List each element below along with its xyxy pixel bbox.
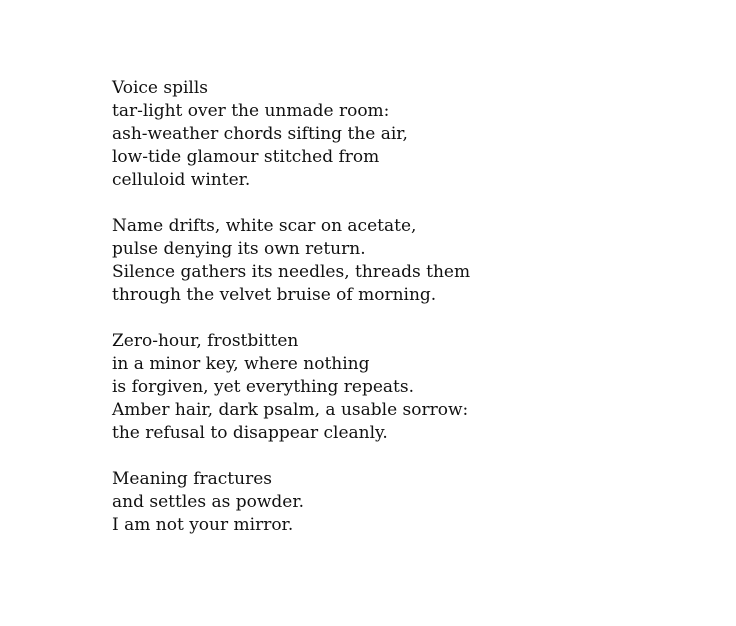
poem-line: and settles as powder. [112, 492, 304, 512]
poem-line: tar-light over the unmade room: [112, 101, 390, 121]
poem-line: the refusal to disappear cleanly. [112, 423, 388, 443]
poem-line: ash-weather chords sifting the air, [112, 124, 408, 144]
stanza-4 [112, 468, 712, 537]
poem-line: Amber hair, dark psalm, a usable sorrow: [112, 400, 469, 420]
poem-line: through the velvet bruise of morning. [112, 285, 437, 305]
poem-line: Silence gathers its needles, threads them [112, 262, 471, 282]
poem-line: pulse denying its own return. [112, 239, 366, 259]
poem-line: in a minor key, where nothing [112, 354, 370, 374]
poem-line: Name drifts, white scar on acetate, [112, 216, 417, 236]
poem-body [112, 77, 712, 560]
poem-line: Voice spills [112, 78, 209, 98]
poem-line: low-tide glamour stitched from [112, 147, 380, 167]
stanza-2 [112, 215, 712, 307]
poem-line: celluloid winter. [112, 170, 251, 190]
poem-line: Meaning fractures [112, 469, 272, 489]
stanza-1 [112, 77, 712, 192]
poem-line: is forgiven, yet everything repeats. [112, 377, 414, 397]
poem-line: Zero-hour, frostbitten [112, 331, 299, 351]
poem-line: I am not your mirror. [112, 515, 294, 535]
stanza-3 [112, 330, 712, 445]
